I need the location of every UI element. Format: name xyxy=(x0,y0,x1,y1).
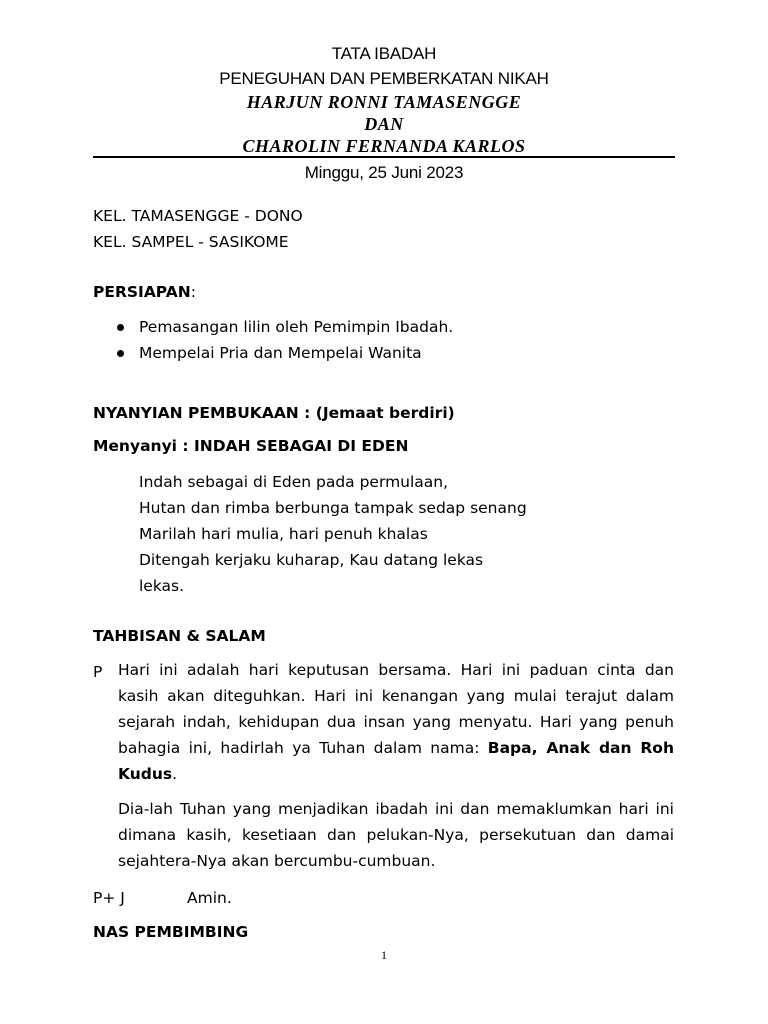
tahbisan-paragraph-1-text: Hari ini adalah hari keputusan bersama. Hari ini paduan cinta dan kasih akan diteguhkan. Hari ini kenangan yang mulai terajut dalam sejarah indah, kehidupan dua insan yang menyatu. Hari yang penuh bahagia ini, hadirlah ya Tuhan dalam nama: xyxy=(118,661,674,757)
persiapan-item-2: Mempelai Pria dan Mempelai Wanita xyxy=(139,344,422,362)
bullet-icon xyxy=(117,324,124,331)
document-title: TATA IBADAH xyxy=(331,44,437,63)
nas-heading: NAS PEMBIMBING xyxy=(93,923,249,941)
response-text: Amin. xyxy=(187,889,232,907)
tahbisan-heading: TAHBISAN & SALAM xyxy=(93,627,266,645)
persiapan-colon: : xyxy=(190,283,196,301)
persiapan-heading xyxy=(93,285,196,301)
document-subtitle: PENEGUHAN DAN PEMBERKATAN NIKAH xyxy=(219,69,549,88)
persiapan-item-1: Pemasangan lilin oleh Pemimpin Ibadah. xyxy=(139,318,454,336)
page-number: 1 xyxy=(381,948,387,962)
lyric-line-2: Hutan dan rimba berbunga tampak sedap senang xyxy=(139,499,527,517)
persiapan-heading-text: PERSIAPAN xyxy=(93,283,191,301)
lyric-line-3: Marilah hari mulia, hari penuh khalas xyxy=(139,525,428,543)
lyric-line-4: Ditengah kerjaku kuharap, Kau datang lekas xyxy=(139,551,484,569)
conjunction: DAN xyxy=(364,114,404,134)
header-divider xyxy=(93,156,675,158)
lyric-line-5: lekas. xyxy=(139,577,185,595)
family-line-1: KEL. TAMASENGGE - DONO xyxy=(93,207,303,225)
response-speaker: P+ J xyxy=(93,889,125,907)
groom-name: HARJUN RONNI TAMASENGGE xyxy=(246,92,522,112)
service-date: Minggu, 25 Juni 2023 xyxy=(304,163,464,182)
tahbisan-paragraph-1 xyxy=(118,657,674,787)
family-line-2: KEL. SAMPEL - SASIKOME xyxy=(93,233,289,251)
speaker-label: P xyxy=(93,663,103,681)
song-heading: Menyanyi : INDAH SEBAGAI DI EDEN xyxy=(93,437,409,455)
opening-heading: NYANYIAN PEMBUKAAN : (Jemaat berdiri) xyxy=(93,404,455,422)
tahbisan-paragraph-1-end: . xyxy=(172,765,178,783)
trinity-names: Bapa, Anak dan Roh Kudus xyxy=(118,739,674,783)
bride-name: CHAROLIN FERNANDA KARLOS xyxy=(242,136,526,156)
bullet-icon xyxy=(117,350,124,357)
lyric-line-1: Indah sebagai di Eden pada permulaan, xyxy=(139,473,449,491)
tahbisan-paragraph-2: Dia-lah Tuhan yang menjadikan ibadah ini dan memaklumkan hari ini dimana kasih, kesetiaan dan pelukan-Nya, persekutuan dan damai sejahtera-Nya akan bercumbu-cumbuan. xyxy=(118,800,674,870)
